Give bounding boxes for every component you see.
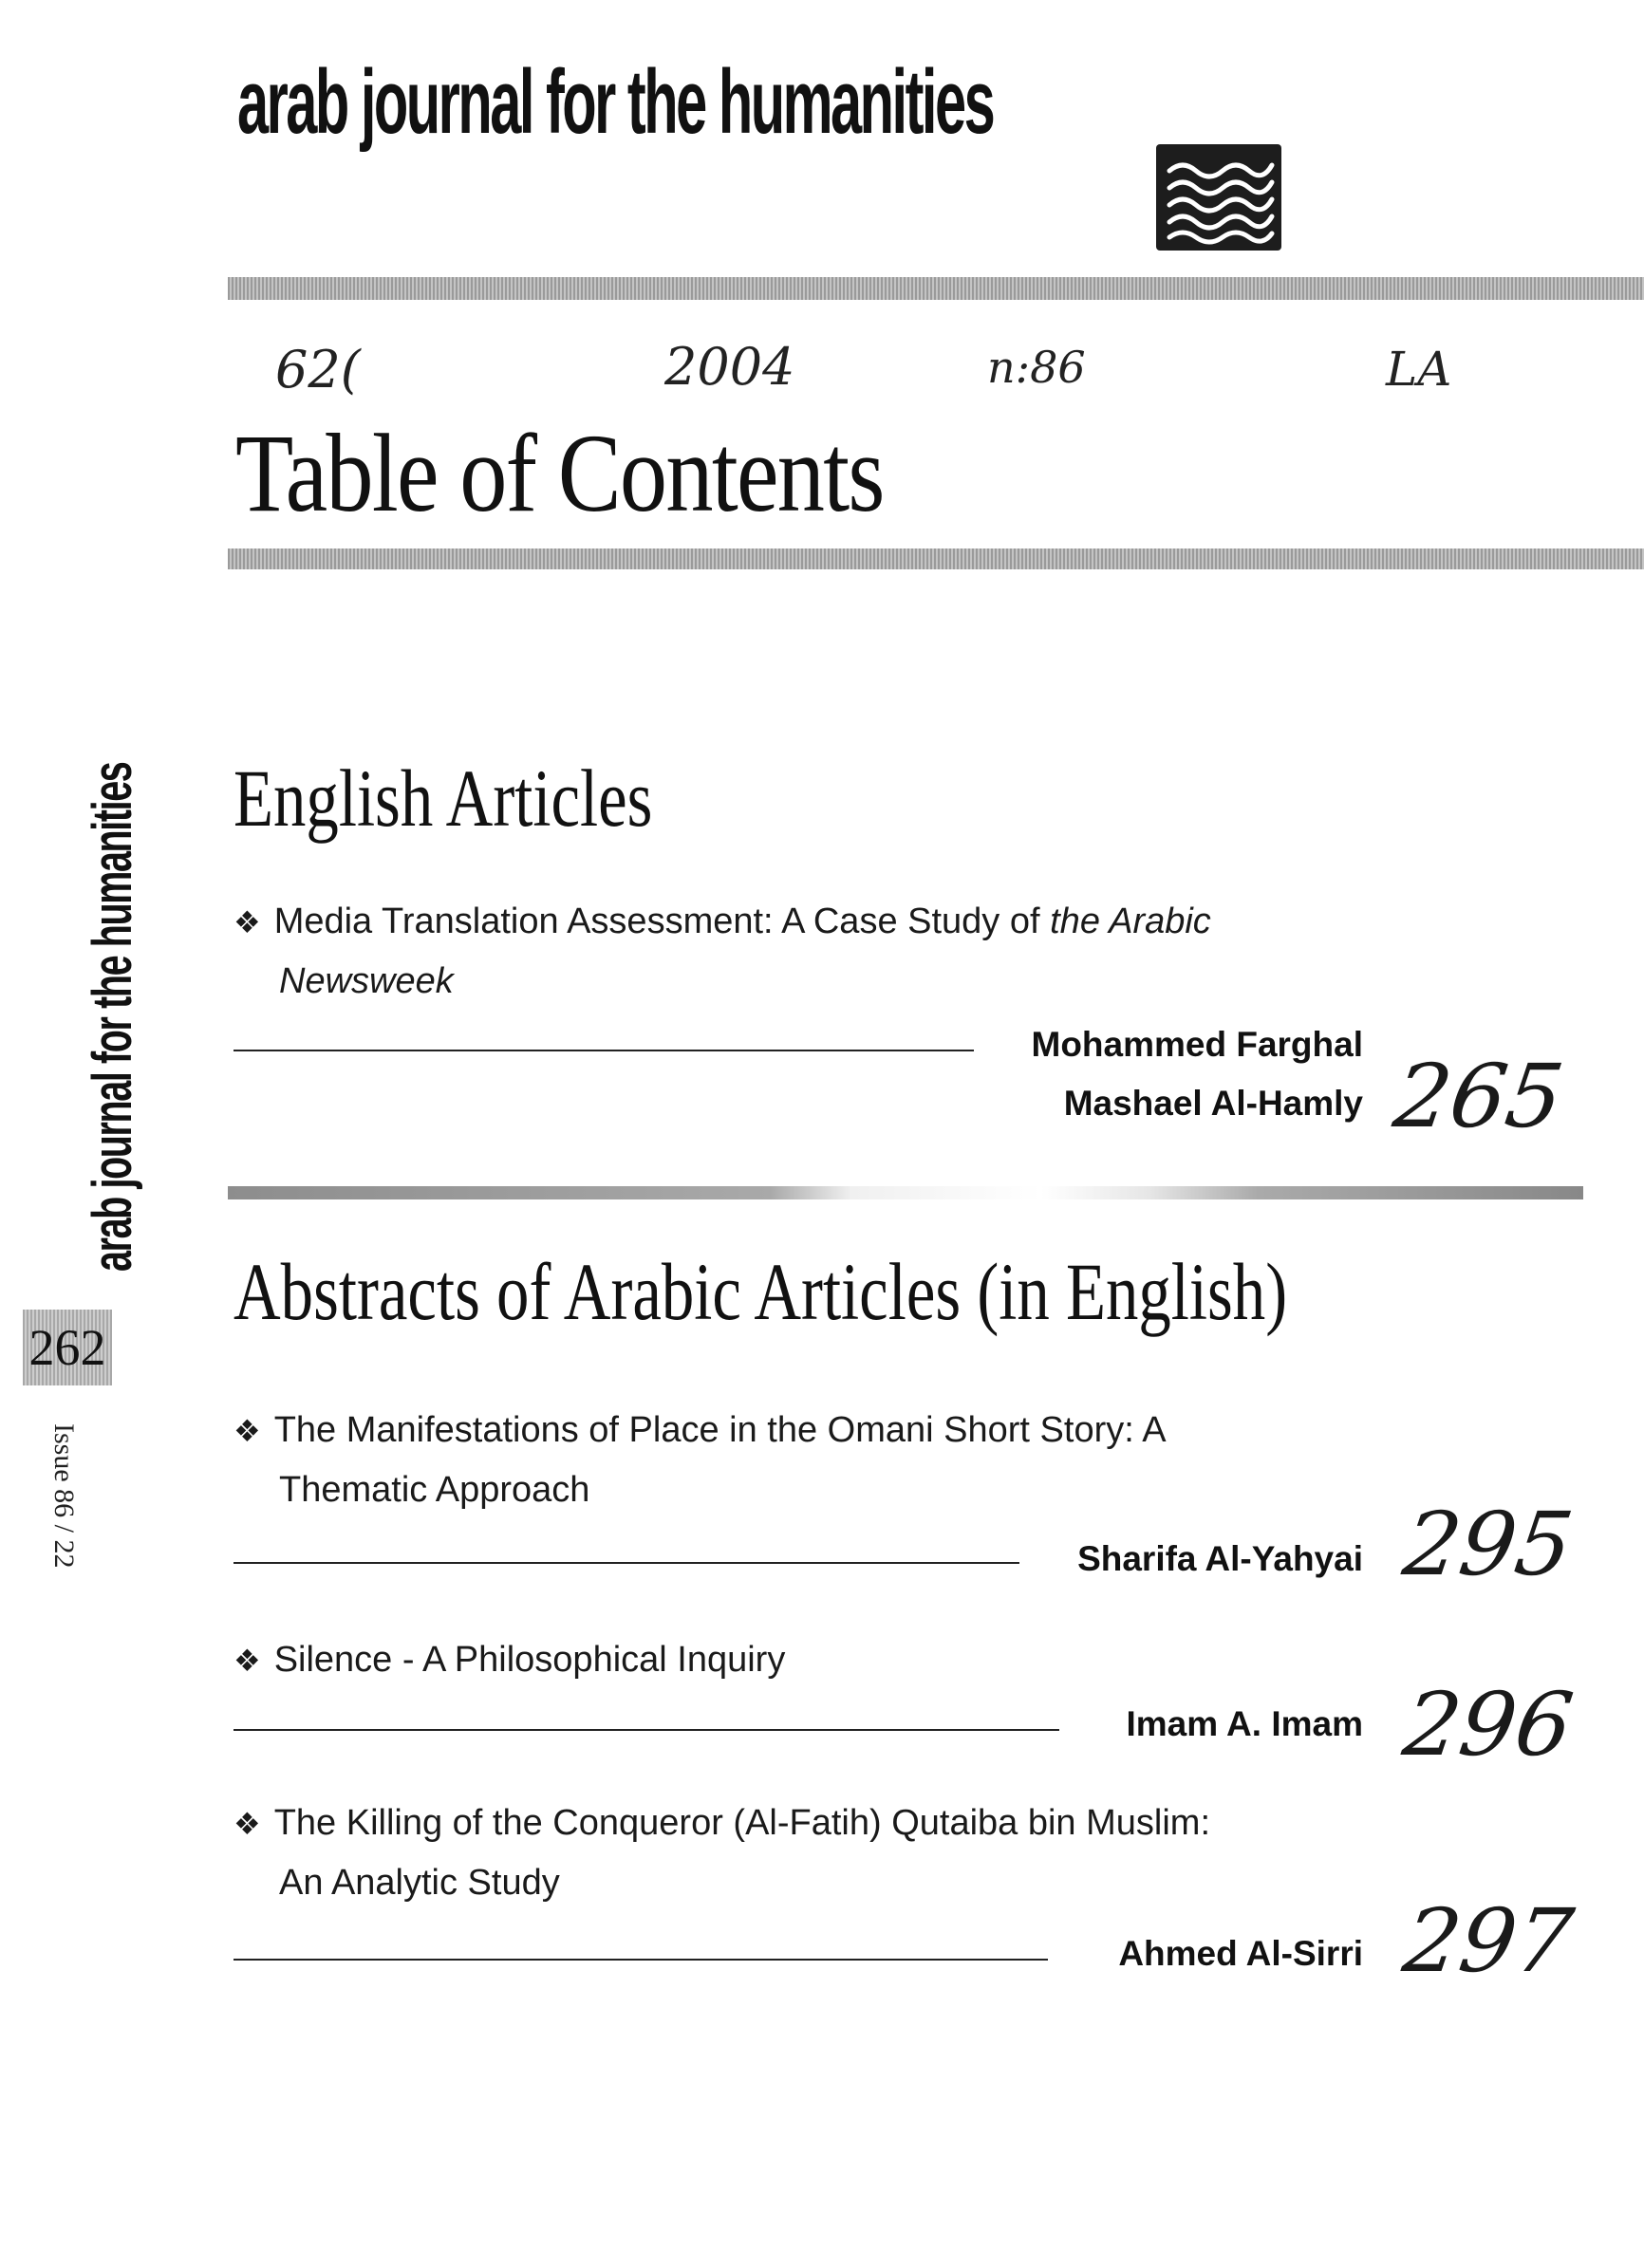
english-section-heading: English Articles: [234, 753, 653, 844]
page-number-handwritten: 295: [1397, 1494, 1579, 1595]
page-number: 262: [28, 1319, 106, 1376]
article-author: Mohammed Farghal: [1031, 1025, 1363, 1064]
diamond-bullet-icon: ❖: [234, 1807, 261, 1841]
issue-label: Issue 86 / 22: [48, 1423, 80, 1569]
handwritten-year: 2004: [664, 337, 795, 397]
abstracts-section-heading: Abstracts of Arabic Articles (in English): [234, 1246, 1288, 1337]
abstract-author: Imam A. Imam: [1126, 1704, 1363, 1743]
abstract-title-text: Silence - A Philosophical Inquiry: [273, 1640, 786, 1680]
diamond-bullet-icon: ❖: [234, 905, 261, 939]
title-divider: [228, 548, 1644, 569]
abstract-author: Sharifa Al-Yahyai: [1077, 1539, 1363, 1578]
waves-logo-icon: [1156, 144, 1281, 251]
handwritten-code: LA: [1386, 342, 1452, 397]
article-title-line-2: Newsweek: [279, 961, 454, 1001]
page-title: Table of Contents: [235, 411, 884, 535]
leader-rule: [234, 1562, 1019, 1564]
abstract-title: [234, 1794, 1354, 1912]
leader-rule: [234, 1959, 1048, 1961]
abstract-title-text: The Killing of the Conqueror (Al-Fatih) Qutaiba bin Muslim:: [273, 1803, 1210, 1843]
journal-masthead: arab journal for the humanities: [237, 51, 994, 153]
article-title-text: Media Translation Assessment: A Case Study of: [273, 902, 1051, 941]
page-number-handwritten: 265: [1388, 1046, 1570, 1147]
article-title-italic: the Arabic: [1050, 902, 1211, 941]
section-divider: [228, 1186, 1583, 1199]
diamond-bullet-icon: ❖: [234, 1644, 261, 1678]
page-number-handwritten: 297: [1397, 1890, 1579, 1992]
leader-rule: [234, 1729, 1059, 1731]
spine-journal-title: arab journal for the humanities: [82, 762, 143, 1272]
diamond-bullet-icon: ❖: [234, 1414, 261, 1448]
masthead-divider: [228, 277, 1644, 300]
abstract-author: Ahmed Al-Sirri: [1118, 1934, 1363, 1973]
abstract-title: [234, 1401, 1354, 1519]
abstract-title: [234, 1630, 1354, 1690]
handwritten-note: 62(: [275, 340, 361, 400]
abstract-title-line-2: An Analytic Study: [279, 1863, 560, 1903]
article-title: [234, 892, 1354, 1011]
handwritten-issue: n:86: [987, 342, 1086, 393]
abstract-title-text: The Manifestations of Place in the Omani Short Story: A: [273, 1410, 1167, 1450]
leader-rule: [234, 1050, 974, 1051]
abstract-title-line-2: Thematic Approach: [279, 1470, 590, 1510]
page-number-handwritten: 296: [1397, 1674, 1579, 1775]
article-author: Mashael Al-Hamly: [1063, 1084, 1363, 1123]
